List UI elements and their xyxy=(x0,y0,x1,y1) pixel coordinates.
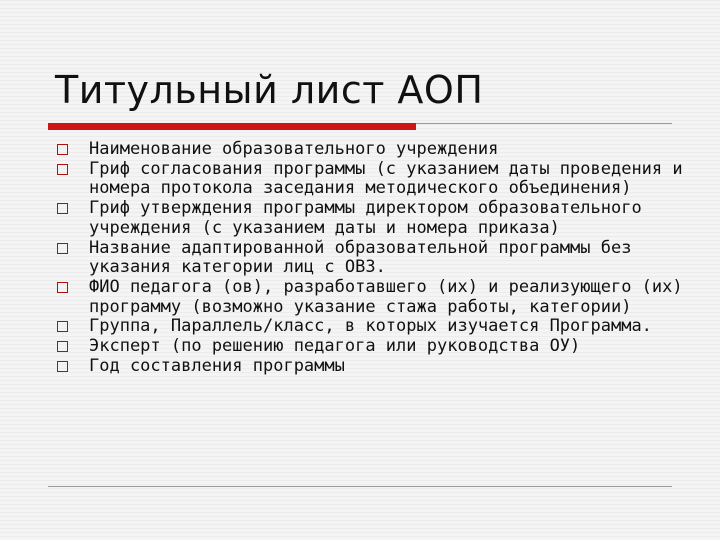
square-bullet-icon xyxy=(57,203,68,214)
list-item xyxy=(57,239,697,278)
bullet-list xyxy=(57,140,697,376)
list-item xyxy=(57,160,697,199)
square-bullet-icon xyxy=(57,243,68,254)
list-item xyxy=(57,140,697,160)
bullet-text: Название адаптированной образовательной программы без указания категории лиц с ОВЗ. xyxy=(89,237,632,278)
bullet-text: Гриф утверждения программы директором образовательного учреждения (с указанием даты и номера приказа) xyxy=(89,198,642,238)
square-bullet-icon xyxy=(57,341,68,352)
square-bullet-icon xyxy=(57,144,68,155)
bullet-text: ФИО педагога (ов), разработавшего (их) и реализующего (их) программу (возможно указание стажа работы, категории) xyxy=(89,276,683,317)
bullet-text: Наименование образовательного учреждения xyxy=(89,139,499,159)
bottom-divider xyxy=(48,486,672,487)
square-bullet-icon xyxy=(57,282,68,293)
title-accent-bar xyxy=(48,123,416,130)
list-item xyxy=(57,278,697,317)
bullet-text: Эксперт (по решению педагога или руководства ОУ) xyxy=(89,336,581,357)
list-item xyxy=(57,317,697,337)
list-item xyxy=(57,337,697,357)
square-bullet-icon xyxy=(57,321,68,332)
list-item xyxy=(57,357,697,377)
bullet-text: Гриф согласования программы (с указанием даты проведения и номера протокола заседания методического объединения) xyxy=(89,158,683,199)
list-item xyxy=(57,199,697,238)
bullet-text: Год составления программы xyxy=(89,355,345,376)
square-bullet-icon xyxy=(57,164,68,175)
square-bullet-icon xyxy=(57,361,68,372)
bullet-text: Группа, Параллель/класс, в которых изучается Программа. xyxy=(89,316,652,337)
slide-title: Титульный лист АОП xyxy=(55,68,484,112)
